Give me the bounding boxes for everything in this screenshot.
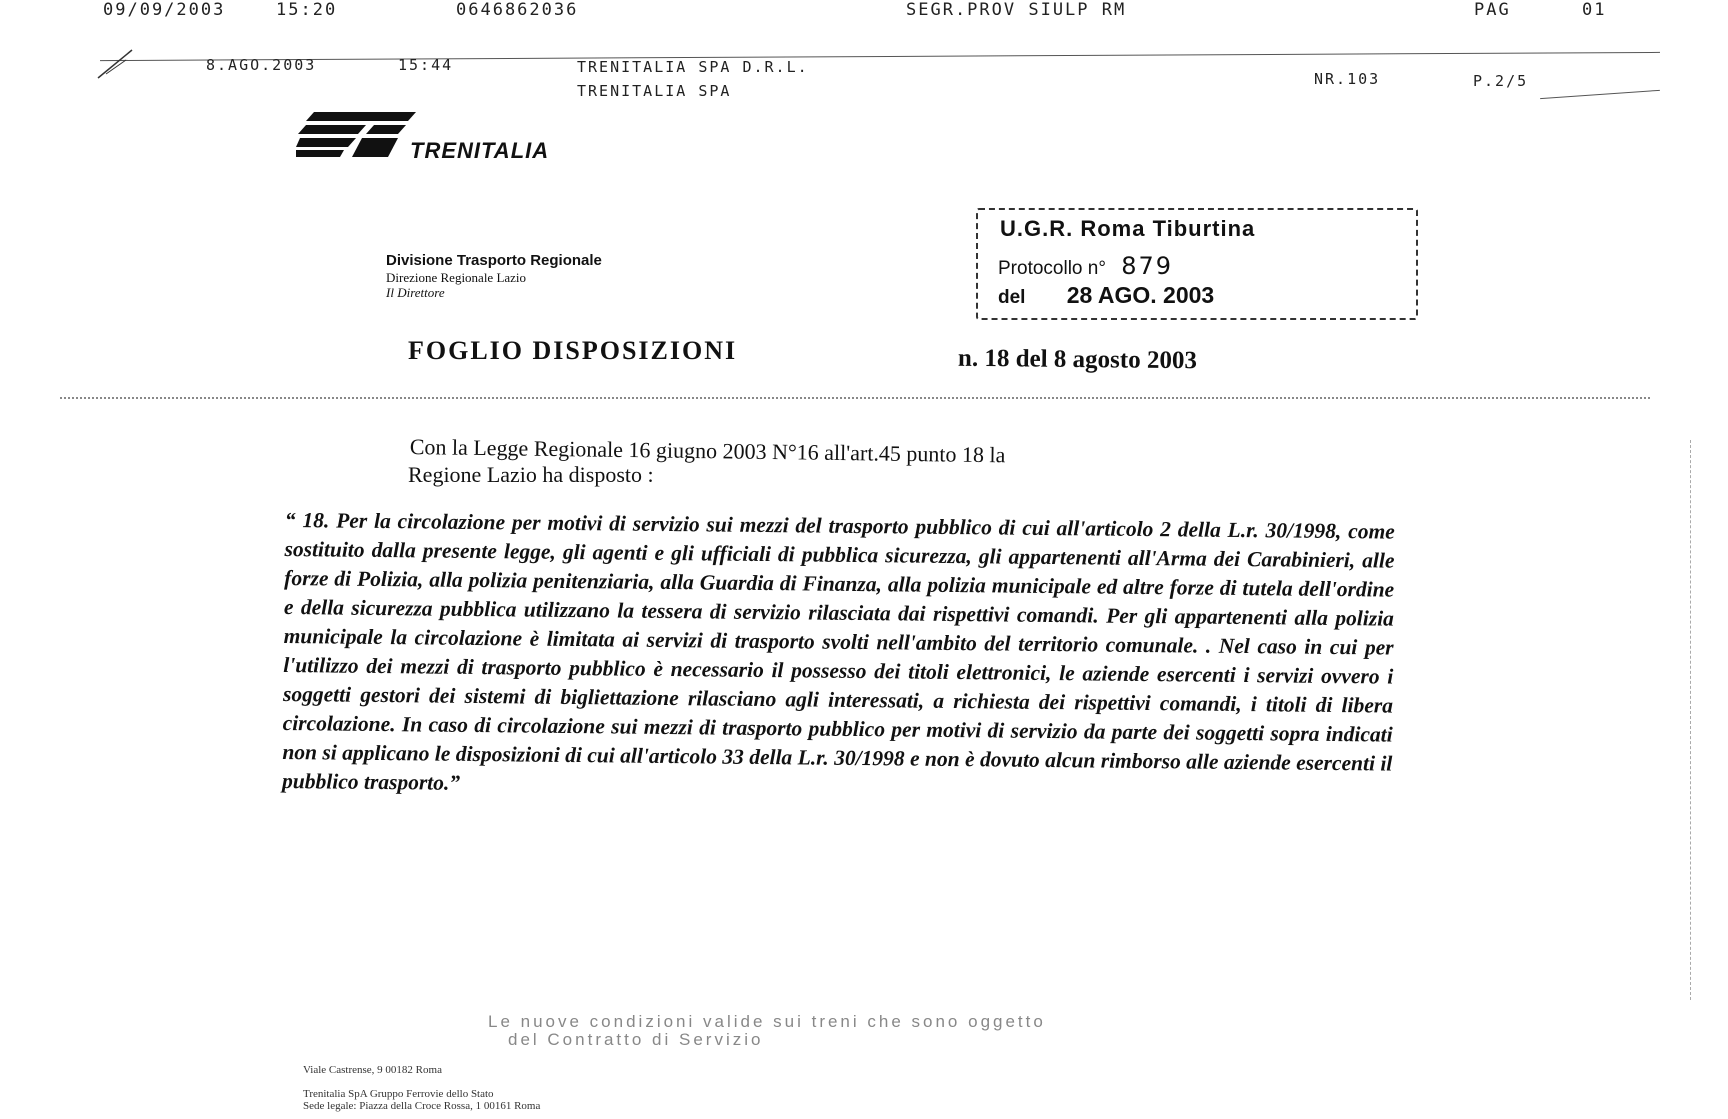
fax-date: 09/09/2003 [103, 0, 226, 20]
stamp-date-value: 28 AGO. 2003 [1066, 282, 1215, 308]
fax-time: 15:20 [276, 0, 338, 20]
stamp-protocol-number: 879 [1121, 252, 1174, 280]
intro-line-2: Regione Lazio ha disposto : [408, 462, 654, 487]
subheader-page: P.2/5 [1473, 72, 1529, 90]
faded-line-2: del Contratto di Servizio [508, 1030, 764, 1049]
fax-page-number: 01 [1582, 0, 1607, 20]
subheader-sender-1: TRENITALIA SPA D.R.L. [577, 58, 809, 76]
stamp-date-row [998, 282, 1214, 309]
division-title: Divisione Trasporto Regionale [386, 252, 602, 269]
scan-artifact-line [60, 397, 1650, 399]
footer-address: Viale Castrense, 9 00182 Roma [303, 1064, 442, 1076]
subheader-sender-2: TRENITALIA SPA [577, 82, 732, 100]
footer-company-2: Sede legale: Piazza della Croce Rossa, 1 00161 Roma [303, 1100, 541, 1112]
fax-sender: SEGR.PROV SIULP RM [906, 0, 1127, 20]
scan-streak [1690, 440, 1692, 1000]
division-direction: Direzione Regionale Lazio [386, 270, 527, 285]
brand-name: TRENITALIA [410, 138, 550, 163]
trenitalia-logo-icon [296, 112, 416, 157]
document-title: FOGLIO DISPOSIZIONI [408, 336, 738, 365]
quoted-law-text [282, 506, 1395, 808]
subheader-nr: NR.103 [1314, 70, 1381, 88]
fax-page-label: PAG [1474, 0, 1511, 20]
header-rule [100, 52, 1660, 61]
division-role: Il Direttore [386, 285, 445, 300]
stamp-office: U.G.R. Roma Tiburtina [1000, 216, 1256, 241]
faded-line-1: Le nuove condizioni valide sui treni che sono oggetto [488, 1012, 1046, 1031]
intro-line-1: Con la Legge Regionale 16 giugno 2003 N°16 all'art.45 punto 18 la [409, 433, 1006, 468]
subheader-time: 15:44 [398, 56, 454, 74]
stamp-date-label: del [998, 287, 1026, 308]
subheader-rule [1540, 90, 1660, 99]
stamp-protocol-label: Protocollo n° [998, 258, 1106, 279]
quote-paragraph: “ 18. Per la circolazione per motivi di servizio sui mezzi del trasporto pubblico di cui all'articolo 2 della L.r. 30/1998, come sostituito dalla presente legge, gli agenti e gli ufficiali di pubblica sicurezza, gli appartenenti all'Arma dei Carabinieri, alle forze di Polizia, alla polizia penitenziaria, alla Guardia di Finanza, alla polizia municipale ed altre forze di tutela dell'ordine e della sicurezza pubblica utilizzano la tessera di servizio rilasciata dai rispettivi comandi. Per gli appartenenti alla polizia municipale la circolazione è limitata ai servizi di trasporto svolti nell'ambito del territorio comunale. . Nel caso in cui per l'utilizzo dei mezzi di trasporto pubblico è necessario il possesso dei titoli elettronici, le aziende esercenti i servizi ovvero i soggetti gestori dei sistemi di bigliettazione rilasciano agli interessati, a richiesta dei rispettivi comandi, i titoli di libera circolazione. In caso di circolazione sui mezzi di trasporto pubblico per motivi di servizio da parte dei soggetti sopra indicati non si applicano le disposizioni di cui all'articolo 33 della L.r. 30/1998 e non è dovuto alcun rimborso alle aziende esercenti il pubblico trasporto.” [281, 507, 1395, 795]
fax-number: 0646862036 [456, 0, 579, 20]
footer-company-1: Trenitalia SpA Gruppo Ferrovie dello Stato [303, 1088, 494, 1100]
subheader-date: 8.AGO.2003 [206, 56, 317, 74]
corner-scratch [96, 46, 136, 82]
protocol-stamp [976, 208, 1418, 320]
stamp-protocol-row [998, 252, 1173, 280]
document-reference: n. 18 del 8 agosto 2003 [957, 344, 1198, 375]
